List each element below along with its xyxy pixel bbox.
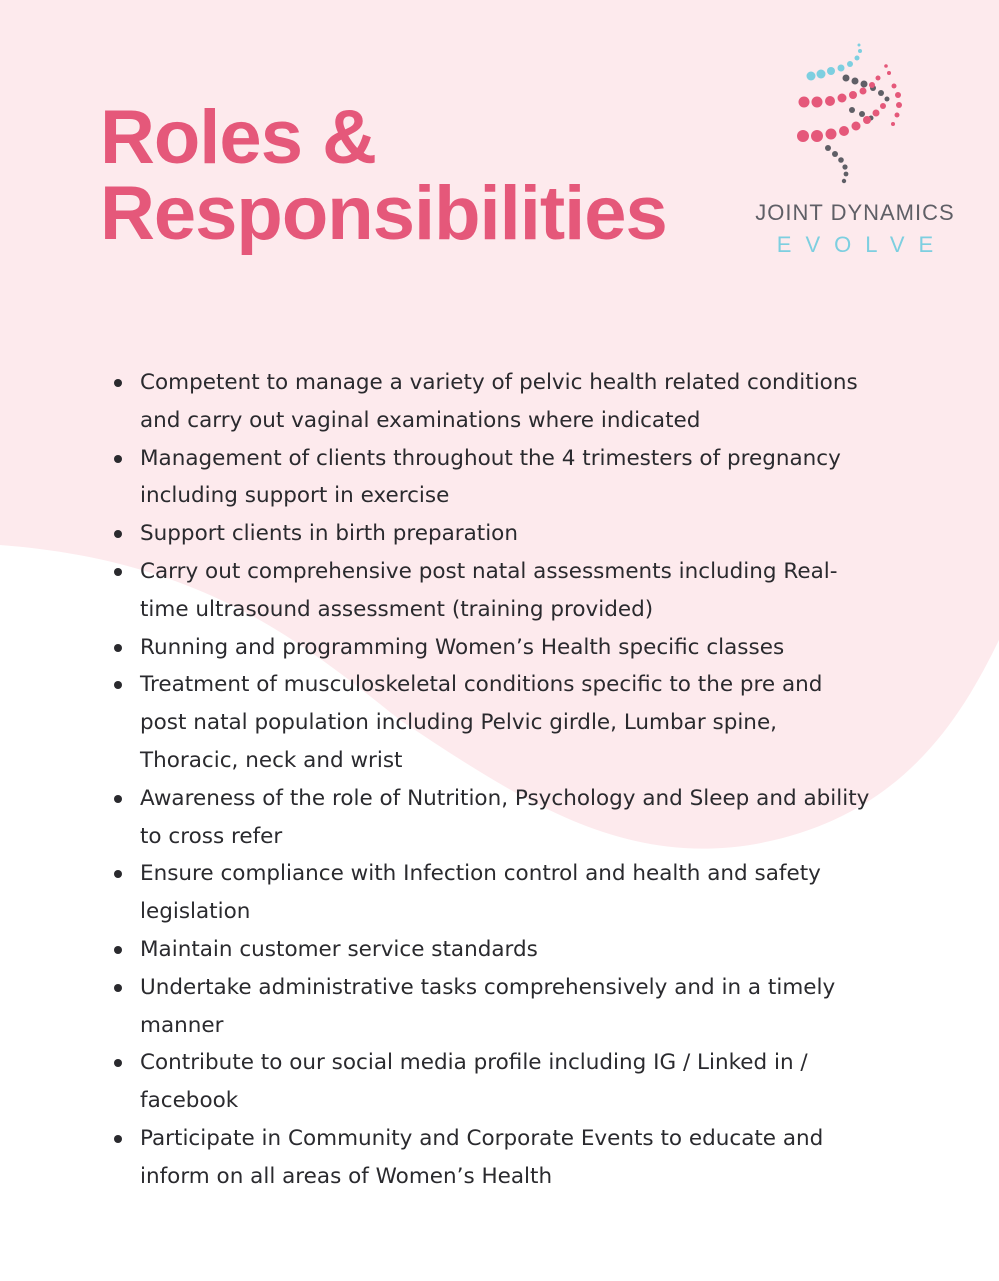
- list-item-text: Management of clients throughout the 4 trimesters of pregnancy including support in exercise: [140, 445, 841, 509]
- list-item: [110, 666, 870, 779]
- list-item-text: Treatment of musculoskeletal conditions specific to the pre and post natal population including Pelvic girdle, Lumbar spine, Thoracic, neck and wrist: [140, 672, 823, 773]
- bullet-icon: [114, 681, 122, 689]
- list-item-text: Awareness of the role of Nutrition, Psychology and Sleep and ability to cross refer: [140, 785, 870, 849]
- list-item: [110, 515, 870, 553]
- page-title: [100, 95, 667, 256]
- list-item: [110, 855, 870, 931]
- bullet-icon: [114, 1059, 122, 1067]
- list-item-text: Undertake administrative tasks comprehensively and in a timely manner: [140, 974, 836, 1038]
- bullet-icon: [114, 1135, 122, 1143]
- list-item: [110, 553, 870, 629]
- company-logo: [740, 40, 970, 265]
- list-item: [110, 931, 870, 969]
- logo-company-name: JOINT DYNAMICS: [755, 200, 955, 225]
- page-title-line-1: Roles &: [100, 95, 376, 180]
- list-item-text: Contribute to our social media profile including IG / Linked in / facebook: [140, 1050, 808, 1114]
- list-item-text: Participate in Community and Corporate Events to educate and inform on all areas of Women’s Health: [140, 1125, 824, 1189]
- page-title-line-2: Responsibilities: [100, 171, 667, 256]
- list-item: [110, 629, 870, 667]
- bullet-icon: [114, 870, 122, 878]
- list-item-text: Carry out comprehensive post natal assessments including Real-time ultrasound assessment (training provided): [140, 558, 838, 622]
- list-item-text: Running and programming Women’s Health specific classes: [140, 634, 785, 660]
- bullet-icon: [114, 530, 122, 538]
- list-item-text: Maintain customer service standards: [140, 936, 538, 962]
- bullet-icon: [114, 379, 122, 387]
- list-item-text: Competent to manage a variety of pelvic health related conditions and carry out vaginal examinations where indicated: [140, 370, 858, 433]
- list-item: [110, 364, 870, 440]
- list-item: [110, 1044, 870, 1120]
- bullet-icon: [114, 455, 122, 463]
- list-item: [110, 780, 870, 856]
- list-item: [110, 969, 870, 1045]
- bullet-icon: [114, 644, 122, 652]
- bullet-icon: [114, 795, 122, 803]
- responsibilities-list: [110, 364, 870, 1196]
- list-item-text: Support clients in birth preparation: [140, 521, 518, 547]
- logo-tagline: EVOLVE: [776, 232, 948, 257]
- list-item-text: Ensure compliance with Infection control and health and safety legislation: [140, 861, 821, 925]
- bullet-icon: [114, 984, 122, 992]
- dotted-helix-icon: [788, 40, 918, 185]
- bullet-icon: [114, 946, 122, 954]
- list-item: [110, 440, 870, 516]
- list-item: [110, 1120, 870, 1196]
- bullet-icon: [114, 568, 122, 576]
